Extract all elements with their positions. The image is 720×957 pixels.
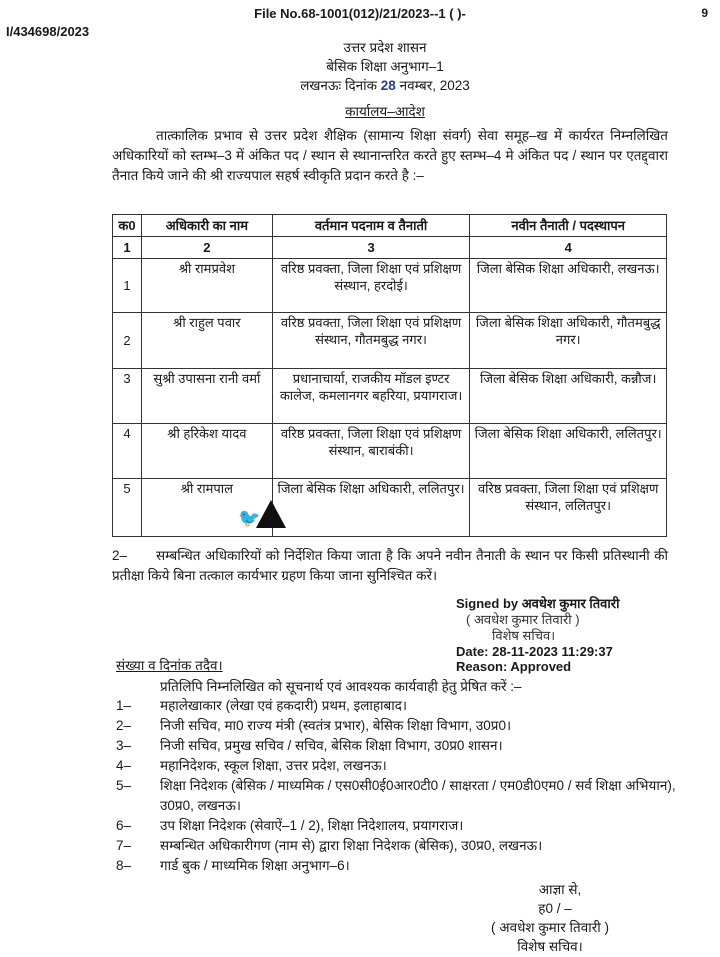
column-number-row xyxy=(113,237,667,259)
item-text: निजी सचिव, प्रमुख सचिव / सचिव, बेसिक शिक्षा विभाग, उ0प्र0 शासन। xyxy=(160,738,503,753)
col-number: 3 xyxy=(272,237,470,259)
row-current: वरिष्ठ प्रवक्ता, जिला शिक्षा एवं प्रशिक्षण संस्थान, गौतमबुद्ध नगर। xyxy=(272,313,470,369)
table-row xyxy=(113,479,667,537)
table-header-row xyxy=(113,215,667,237)
item-number: 3– xyxy=(116,738,132,753)
twitter-bird-icon: 🐦 xyxy=(238,508,261,528)
row-name: श्री हरिकेश यादव xyxy=(141,424,272,479)
row-current: वरिष्ठ प्रवक्ता, जिला शिक्षा एवं प्रशिक्षण संस्थान, हरदोई। xyxy=(272,259,470,313)
watermark-logo xyxy=(256,500,286,528)
overlap-signatory-name: ( अवधेश कुमार तिवारी ) xyxy=(466,612,580,627)
digital-signature-reason: Reason: Approved xyxy=(456,659,572,674)
row-new: जिला बेसिक शिक्षा अधिकारी, लखनऊ। xyxy=(470,259,667,313)
row-new: वरिष्ठ प्रवक्ता, जिला शिक्षा एवं प्रशिक्षण संस्थान, ललितपुर। xyxy=(470,479,667,537)
row-current: प्रधानाचार्या, राजकीय मॉडल इण्टर कालेज, कमलानगर बहरिया, प्रयागराज। xyxy=(272,369,470,424)
list-item xyxy=(116,736,676,756)
reference-number: संख्या व दिनांक तदैव। xyxy=(116,658,223,673)
row-sn: 5 xyxy=(113,479,142,537)
paragraph-2-text: सम्बन्धित अधिकारियों को निर्देशित किया जाता है कि अपने नवीन तैनाती के स्थान पर किसी प्रतिस्थानी की प्रतीक्षा किये बिना तत्काल कार्यभार ग्रहण किया जाना सुनिश्चित करें। xyxy=(112,548,668,583)
signatory-name: ( अवधेश कुमार तिवारी ) xyxy=(491,920,609,935)
list-item xyxy=(116,716,676,736)
inward-number: I/434698/2023 xyxy=(6,24,90,39)
page-number: 9 xyxy=(701,6,708,20)
item-number: 1– xyxy=(116,698,132,713)
item-text: निजी सचिव, मा0 राज्य मंत्री (स्वतंत्र प्रभार), बेसिक शिक्षा विभाग, उ0प्र0। xyxy=(160,718,512,733)
item-text: गार्ड बुक / माध्यमिक शिक्षा अनुभाग–6। xyxy=(160,858,350,873)
item-number: 5– xyxy=(116,778,132,793)
row-new: जिला बेसिक शिक्षा अधिकारी, गौतमबुद्ध नगर। xyxy=(470,313,667,369)
order-title: कार्यालय–आदेश xyxy=(345,104,425,119)
overlap-designation: विशेष सचिव। xyxy=(492,628,556,643)
place-date xyxy=(0,76,720,94)
paragraph-2-number: 2– xyxy=(112,548,128,563)
paragraph-2 xyxy=(112,546,668,586)
table-row xyxy=(113,313,667,369)
digital-signature-date: Date: 28-11-2023 11:29:37 xyxy=(456,644,613,659)
item-number: 4– xyxy=(116,758,132,773)
item-text: सम्बन्धित अधिकारीगण (नाम से) द्वारा शिक्षा निदेशक (बेसिक), उ0प्र0, लखनऊ। xyxy=(160,838,543,853)
row-name: सुश्री उपासना रानी वर्मा xyxy=(141,369,272,424)
row-new: जिला बेसिक शिक्षा अधिकारी, कन्नौज। xyxy=(470,369,667,424)
date-day: 28 xyxy=(380,78,396,93)
item-text: उप शिक्षा निदेशक (सेवाऐं–1 / 2), शिक्षा निदेशालय, प्रयागराज। xyxy=(160,818,464,833)
col-number: 1 xyxy=(113,237,142,259)
copy-intro: प्रतिलिपि निम्नलिखित को सूचनार्थ एवं आवश्यक कार्यवाही हेतु प्रेषित करें :– xyxy=(160,679,522,694)
col-number: 2 xyxy=(141,237,272,259)
list-item xyxy=(116,696,676,716)
copy-list xyxy=(116,696,676,876)
by-order: आज्ञा से, xyxy=(538,882,582,897)
closing-block xyxy=(450,880,650,956)
header-current: वर्तमान पदनाम व तैनाती xyxy=(272,215,470,237)
signatory-designation: विशेष सचिव। xyxy=(517,939,583,954)
date-prefix: लखनऊः दिनांक xyxy=(300,78,378,93)
row-current: वरिष्ठ प्रवक्ता, जिला शिक्षा एवं प्रशिक्षण संस्थान, बाराबंकी। xyxy=(272,424,470,479)
item-text: शिक्षा निदेशक (बेसिक / माध्यमिक / एस0सी0ई0आर0टी0 / साक्षरता / एम0डी0एम0 / सर्व शिक्षा अभियान), उ0प्र0, लखनऊ। xyxy=(160,778,676,813)
digital-signature-signed-by: Signed by अवधेश कुमार तिवारी xyxy=(456,596,620,611)
row-current: जिला बेसिक शिक्षा अधिकारी, ललितपुर। xyxy=(272,479,470,537)
item-number: 8– xyxy=(116,858,132,873)
item-number: 2– xyxy=(116,718,132,733)
intro-paragraph: तात्कालिक प्रभाव से उत्तर प्रदेश शैक्षिक (सामान्य शिक्षा संवर्ग) सेवा समूह–ख में कार्यरत निम्नलिखित अधिकारियों को स्तम्भ–3 में अंकित पद / स्थान से स्थानान्तरित करते हुए स्तम्भ–4 मे अंकित पद / स्थान पर एतद्द्वारा तैनात किये जाने की श्री राज्यपाल सहर्ष स्वीकृति प्रदान करते है :– xyxy=(112,128,668,183)
section-name: बेसिक शिक्षा अनुभाग–1 xyxy=(326,59,444,74)
list-item xyxy=(116,756,676,776)
signed-mark: ह0 / – xyxy=(538,901,572,916)
list-item xyxy=(116,776,676,816)
row-sn: 3 xyxy=(113,369,142,424)
row-name: श्री रामपाल xyxy=(141,479,272,537)
item-number: 6– xyxy=(116,818,132,833)
table-row xyxy=(113,259,667,313)
item-text: महालेखाकार (लेखा एवं हकदारी) प्रथम, इलाहाबाद। xyxy=(160,698,408,713)
row-name: श्री राहुल पवार xyxy=(141,313,272,369)
col-number: 4 xyxy=(470,237,667,259)
transfer-table xyxy=(112,214,667,537)
government-name: उत्तर प्रदेश शासन xyxy=(343,40,427,55)
item-number: 7– xyxy=(116,838,132,853)
row-sn: 4 xyxy=(113,424,142,479)
header-name: अधिकारी का नाम xyxy=(141,215,272,237)
table-row xyxy=(113,369,667,424)
row-sn: 1 xyxy=(113,259,142,313)
table-row xyxy=(113,424,667,479)
list-item xyxy=(116,856,676,876)
list-item xyxy=(116,816,676,836)
list-item xyxy=(116,836,676,856)
row-new: जिला बेसिक शिक्षा अधिकारी, ललितपुर। xyxy=(470,424,667,479)
item-text: महानिदेशक, स्कूल शिक्षा, उत्तर प्रदेश, लखनऊ। xyxy=(160,758,387,773)
header-new: नवीन तैनाती / पदस्थापन xyxy=(470,215,667,237)
row-name: श्री रामप्रवेश xyxy=(141,259,272,313)
header-sn: क0 xyxy=(113,215,142,237)
file-number: File No.68-1001(012)/21/2023--1 ( )- xyxy=(254,6,466,21)
row-sn: 2 xyxy=(113,313,142,369)
date-rest: नवम्बर, 2023 xyxy=(399,78,470,93)
